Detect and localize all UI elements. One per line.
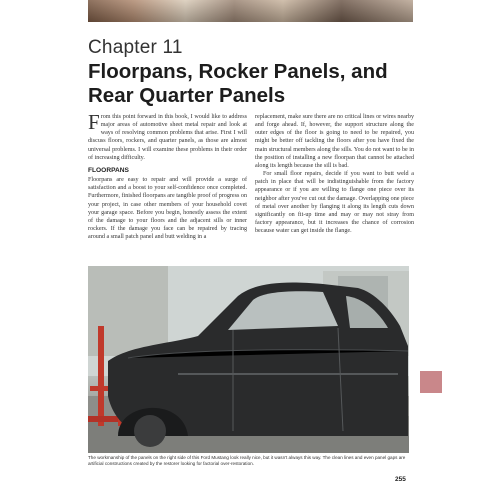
floorpans-paragraph: Floorpans are easy to repair and will provide a surge of satisfaction and a boost to your self-confidence once completed. Furthermore, finished floorpans are tangible proof of progress on your project, in case other members of your household covet your garage space. Before you begin, honestly assess the extent of the damage to your floors and the adjacent sills or inner rockers. If the damage you face can be repaired by tracing around a small patch panel and butt welding in a: [88, 177, 247, 241]
page-number: 255: [395, 476, 406, 483]
photo-caption: The workmanship of the panels on the right side of this Ford Mustang look really nice, but it wasn't always this way. The clean lines and even panel gaps are artificial constructions created by the restorer looking for factorial over-restoration.: [88, 455, 406, 466]
mustang-photo-illustration: [88, 266, 409, 453]
chapter-title: Floorpans, Rocker Panels, and Rear Quarter Panels: [88, 60, 388, 107]
text-column-left: [88, 110, 247, 241]
text-column-right: [255, 113, 414, 235]
header-photo-strip: [88, 0, 413, 22]
chapter-label: Chapter 11: [88, 37, 183, 58]
mustang-photo: [88, 266, 409, 453]
section-heading-floorpans: FLOORPANS: [88, 166, 129, 174]
repair-paragraph-2: For small floor repairs, decide if you want to butt weld a patch in place that will be indistinguishable from the factory appearance or if you are willing to flange one piece over its neighbor after you've cut out the damage. Overlapping one piece of metal over another by flanging it along its length cuts down significantly on fit-up time and may or may not stray from factory appearance, but it increases the chance of corrosion because water can get inside the flange.: [255, 171, 414, 235]
repair-paragraph-1: replacement, make sure there are no critical lines or wires nearby and forge ahead. If, however, the support structure along the outer edges of the floor is going to need to be repaired, you might be better off tackling the floors after you have fixed the main structural members along the sills. You do not want to be in the position of installing a new floorpan that cannot be attached along its length because the sill is bad.: [255, 114, 414, 169]
chapter-tab-marker: [420, 371, 442, 393]
intro-paragraph: From this point forward in this book, I would like to address major areas of automotive sheet metal repair and look at ways of resolving common problems that arise. First I will discuss floors, rockers, and quarter panels, as those are almost universal problems. I will examine these problems in their order of increasing difficulty.: [88, 110, 247, 161]
